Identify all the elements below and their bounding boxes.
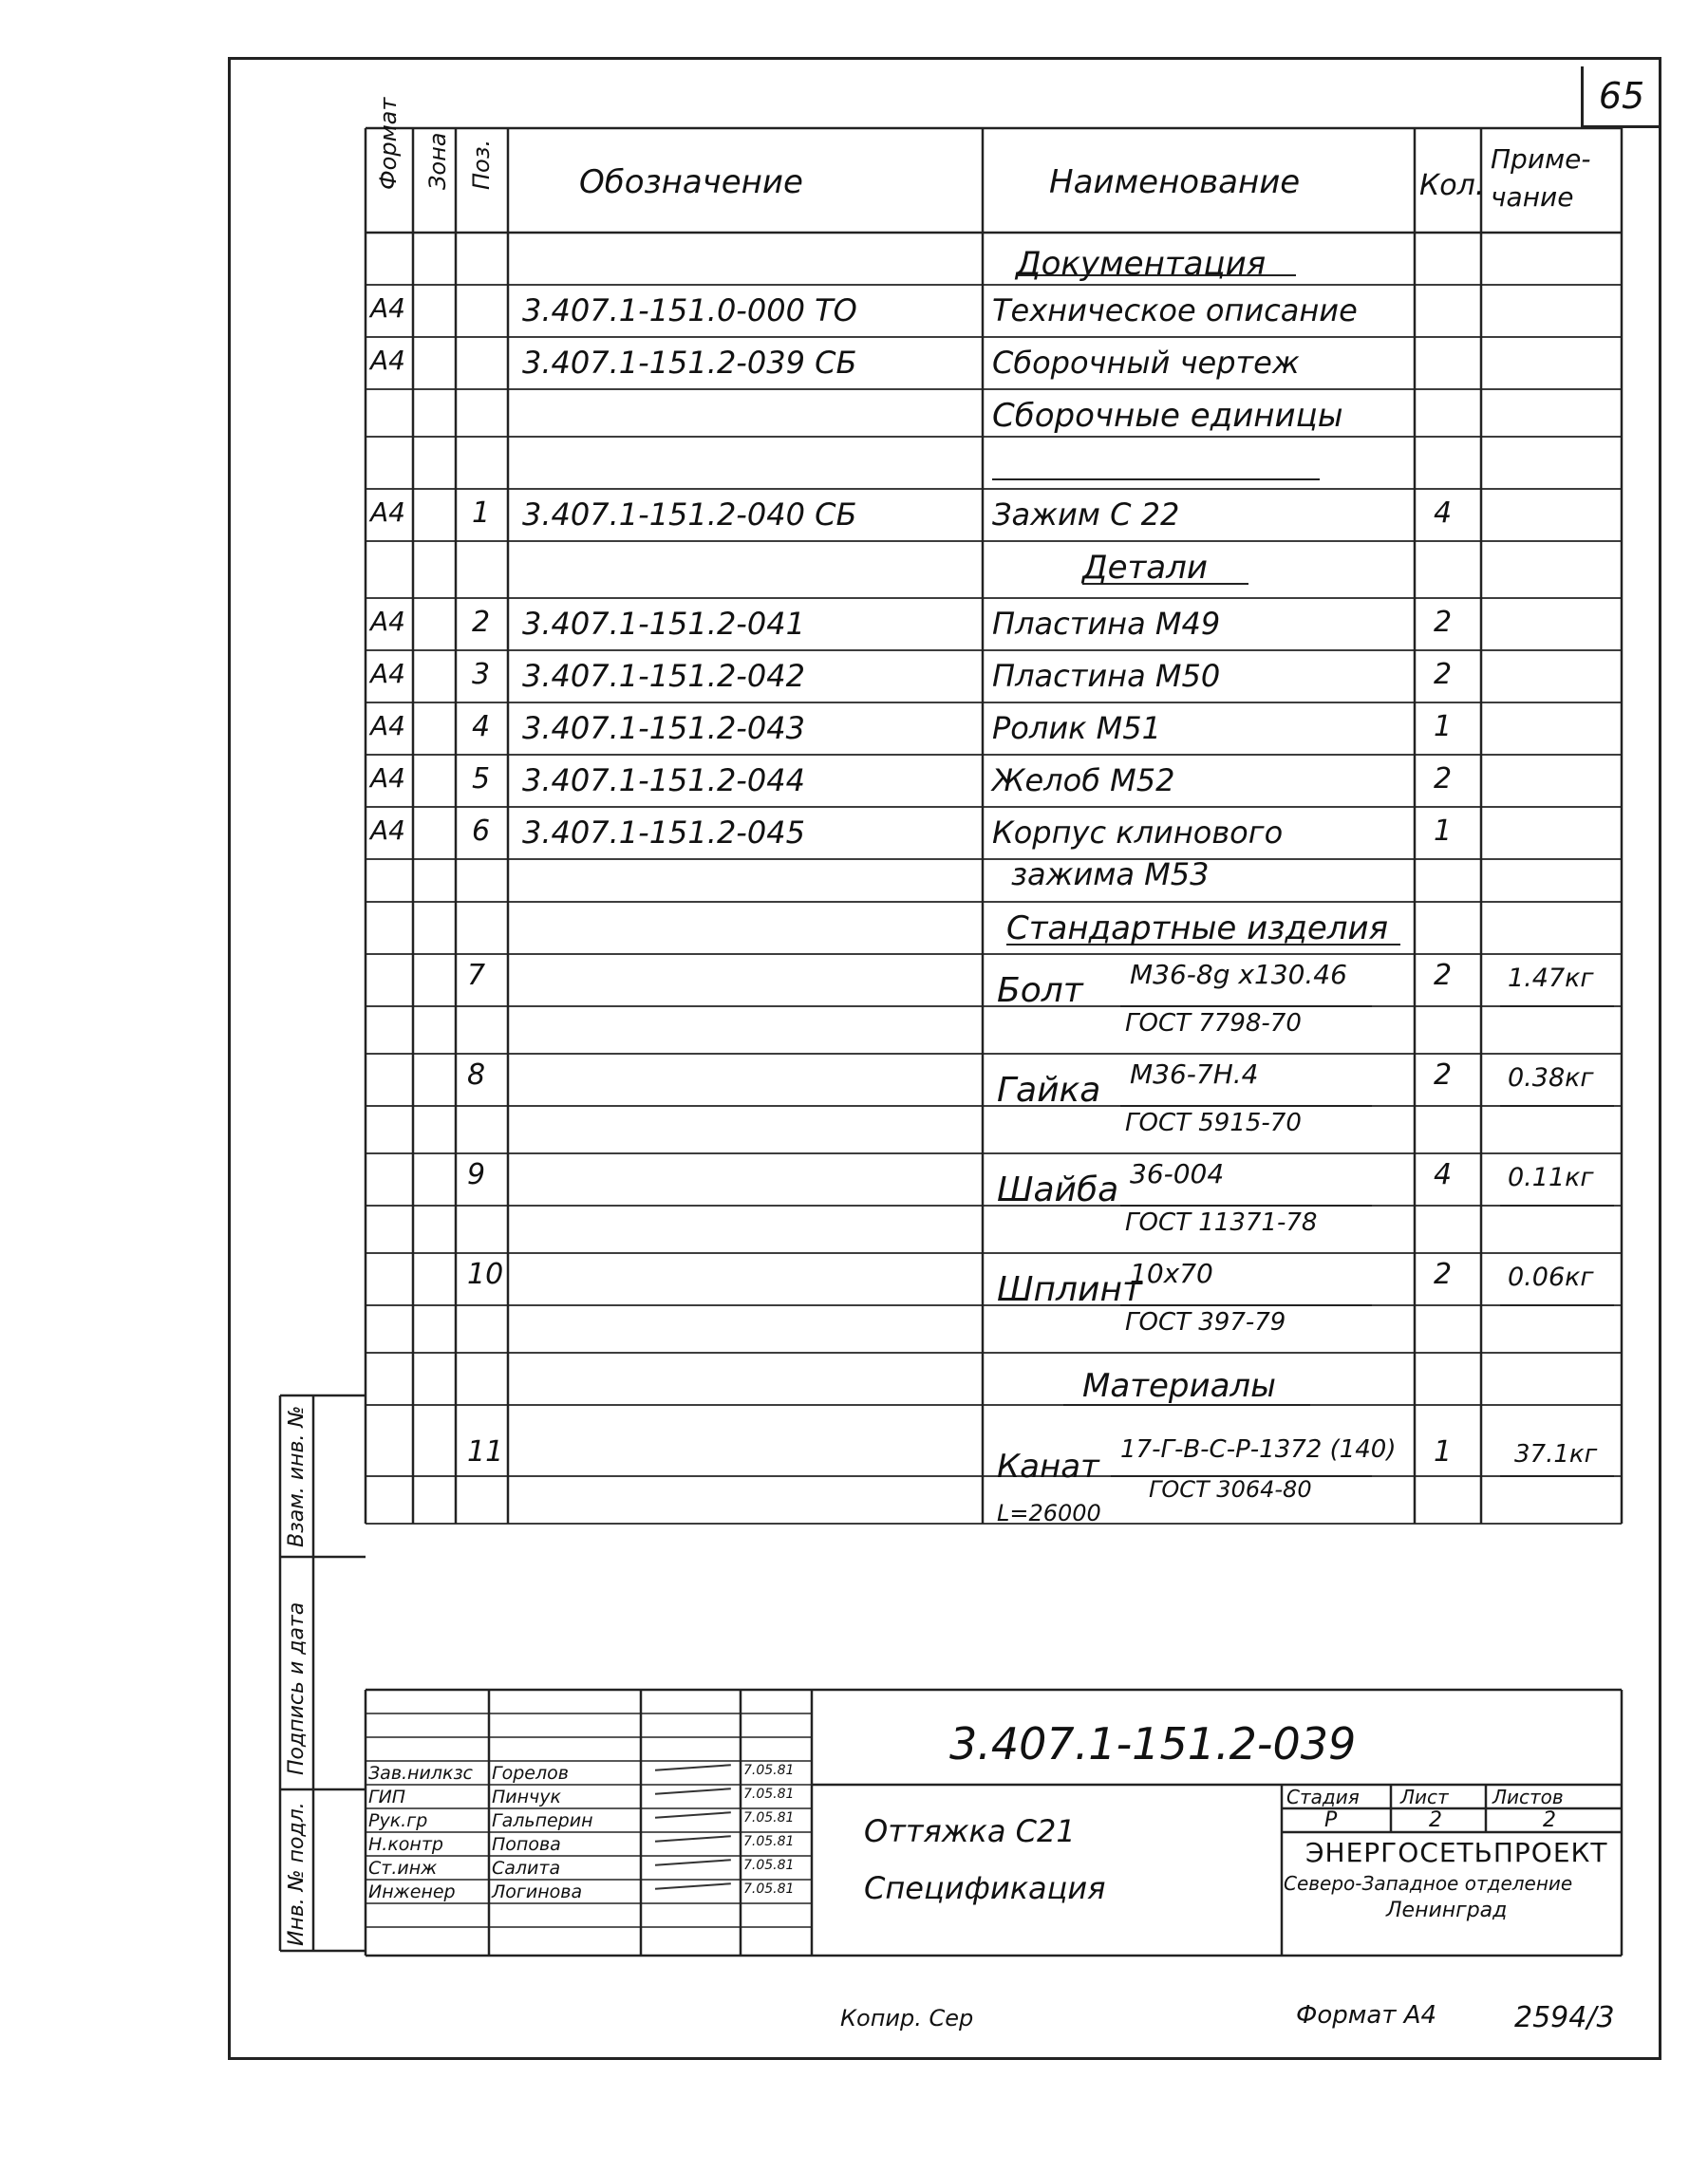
row-qty: 2 (1434, 606, 1453, 639)
materials-header: Материалы (1082, 1367, 1276, 1405)
stage-label: Стадия (1286, 1786, 1360, 1808)
doc-title-1: Оттяжка С21 (864, 1813, 1076, 1849)
row-name: Ролик М51 (992, 710, 1161, 746)
std-pos: 10 (467, 1258, 504, 1291)
std-gost: ГОСТ 397-79 (1125, 1308, 1286, 1337)
std-note: 0.38кг (1508, 1063, 1594, 1093)
person-date: 7.05.81 (743, 1810, 795, 1826)
std-spec: 10x70 (1130, 1258, 1213, 1289)
row-format: А4 (370, 814, 405, 846)
std-qty: 2 (1434, 1258, 1453, 1291)
std-name: Болт (997, 971, 1083, 1010)
footer-format: Формат А4 (1296, 2001, 1437, 2030)
std-qty: 2 (1434, 959, 1453, 992)
person-role: Зав.нилкзс (368, 1763, 474, 1784)
col-header-note: Приме- чание (1491, 143, 1591, 213)
std-note: 0.06кг (1508, 1263, 1594, 1292)
row-qty: 2 (1434, 658, 1453, 691)
person-name: Гальперин (492, 1810, 593, 1831)
person-name: Салита (492, 1858, 561, 1879)
row-name: Зажим С 22 (992, 496, 1180, 533)
row-pos: 5 (472, 762, 491, 796)
row-qty: 2 (1434, 762, 1453, 796)
person-name: Логинова (492, 1882, 583, 1902)
col-header-designation: Обозначение (579, 163, 803, 201)
doc-number: 3.407.1-151.2-039 (949, 1718, 1357, 1769)
std-note: 1.47кг (1508, 964, 1594, 993)
material-note: 37.1кг (1514, 1440, 1598, 1469)
row-name: Пластина М50 (992, 658, 1221, 694)
row-format: А4 (370, 658, 405, 689)
row-designation: 3.407.1-151.2-044 (522, 762, 805, 798)
person-role: Инженер (368, 1882, 456, 1902)
row-designation: 3.407.1-151.2-042 (522, 658, 805, 694)
material-gost: ГОСТ 3064-80 (1149, 1476, 1312, 1503)
row-designation: 3.407.1-151.2-045 (522, 814, 805, 851)
person-name: Попова (492, 1834, 561, 1855)
row-qty: 1 (1434, 814, 1453, 848)
side-label-sign: Подпись и дата (285, 1601, 309, 1775)
page-number: 65 (1581, 66, 1660, 128)
section-header: Детали (1082, 549, 1208, 587)
org-branch: Северо-Западное отделение (1284, 1872, 1573, 1895)
std-name: Шплинт (997, 1270, 1142, 1309)
row-pos: 3 (472, 658, 491, 691)
footer-copied: Копир. Сер (840, 2005, 974, 2032)
row-name: Сборочный чертеж (992, 345, 1300, 381)
row-qty: 4 (1434, 496, 1453, 530)
col-header-format: Формат (375, 97, 402, 190)
material-qty: 1 (1434, 1435, 1453, 1469)
row-format: А4 (370, 710, 405, 741)
col-header-qty: Кол. (1419, 169, 1485, 202)
person-date: 7.05.81 (743, 1763, 795, 1778)
row-name: Желоб М52 (992, 762, 1175, 798)
std-pos: 9 (467, 1158, 486, 1191)
person-date: 7.05.81 (743, 1787, 795, 1802)
std-pos: 7 (467, 959, 486, 992)
row-designation: 3.407.1-151.2-043 (522, 710, 805, 746)
material-pos: 11 (467, 1435, 504, 1469)
row-designation: 3.407.1-151.2-041 (522, 606, 805, 642)
row-name: Пластина М49 (992, 606, 1221, 642)
person-role: ГИП (368, 1787, 406, 1807)
col-header-name: Наименование (1049, 163, 1301, 201)
row-format: А4 (370, 606, 405, 637)
side-label-inv: Взам. инв. № (285, 1405, 309, 1547)
footer-code: 2594/3 (1514, 2001, 1615, 2034)
std-spec: 36-004 (1130, 1158, 1225, 1189)
std-pos: 8 (467, 1058, 486, 1092)
std-name: Шайба (997, 1170, 1119, 1209)
row-designation: 3.407.1-151.0-000 ТО (522, 292, 857, 328)
col-header-zone: Зона (424, 132, 451, 190)
person-name: Пинчук (492, 1787, 562, 1807)
row-format: А4 (370, 496, 405, 528)
row-format: А4 (370, 345, 405, 376)
person-name: Горелов (492, 1763, 569, 1784)
std-gost: ГОСТ 7798-70 (1125, 1009, 1302, 1038)
doc-title-2: Спецификация (864, 1870, 1106, 1906)
side-label-orig: Инв. № подл. (285, 1802, 309, 1946)
material-name: Канат (997, 1448, 1099, 1486)
row-name: Корпус клинового (992, 814, 1284, 851)
sheets-label: Листов (1492, 1786, 1564, 1808)
sheet-label: Лист (1400, 1786, 1449, 1808)
material-length: L=26000 (997, 1500, 1101, 1526)
row-pos: 1 (472, 496, 491, 530)
person-role: Н.контр (368, 1834, 443, 1855)
person-date: 7.05.81 (743, 1858, 795, 1873)
material-spec: 17-Г-В-С-Р-1372 (140) (1120, 1435, 1397, 1464)
std-qty: 2 (1434, 1058, 1453, 1092)
std-gost: ГОСТ 5915-70 (1125, 1109, 1302, 1137)
std-qty: 4 (1434, 1158, 1453, 1191)
std-name: Гайка (997, 1071, 1101, 1110)
row-designation: 3.407.1-151.2-040 СБ (522, 496, 857, 533)
section-header: Сборочные единицы (992, 397, 1343, 435)
std-note: 0.11кг (1508, 1163, 1594, 1192)
person-role: Ст.инж (368, 1858, 438, 1879)
row-format: А4 (370, 292, 405, 324)
section-header: Документация (1016, 245, 1267, 283)
person-date: 7.05.81 (743, 1834, 795, 1849)
person-role: Рук.гр (368, 1810, 428, 1831)
std-gost: ГОСТ 11371-78 (1125, 1208, 1318, 1237)
org-name: ЭНЕРГОСЕТЬПРОЕКТ (1305, 1837, 1608, 1868)
section-header: Стандартные изделия (1006, 909, 1389, 947)
row-name: Техническое описание (992, 292, 1358, 328)
row-pos: 6 (472, 814, 491, 848)
sheet-value: 2 (1429, 1808, 1442, 1832)
col-header-pos: Поз. (468, 139, 495, 190)
row-name-line2: зажима М53 (1011, 856, 1210, 892)
std-spec: М36-7Н.4 (1130, 1058, 1259, 1090)
std-spec: М36-8g x130.46 (1130, 959, 1347, 990)
stage-value: Р (1324, 1808, 1338, 1832)
sheets-value: 2 (1543, 1808, 1556, 1832)
org-city: Ленинград (1386, 1899, 1508, 1922)
row-pos: 2 (472, 606, 491, 639)
row-format: А4 (370, 762, 405, 794)
row-designation: 3.407.1-151.2-039 СБ (522, 345, 857, 381)
person-date: 7.05.81 (743, 1882, 795, 1897)
row-qty: 1 (1434, 710, 1453, 743)
row-pos: 4 (472, 710, 491, 743)
